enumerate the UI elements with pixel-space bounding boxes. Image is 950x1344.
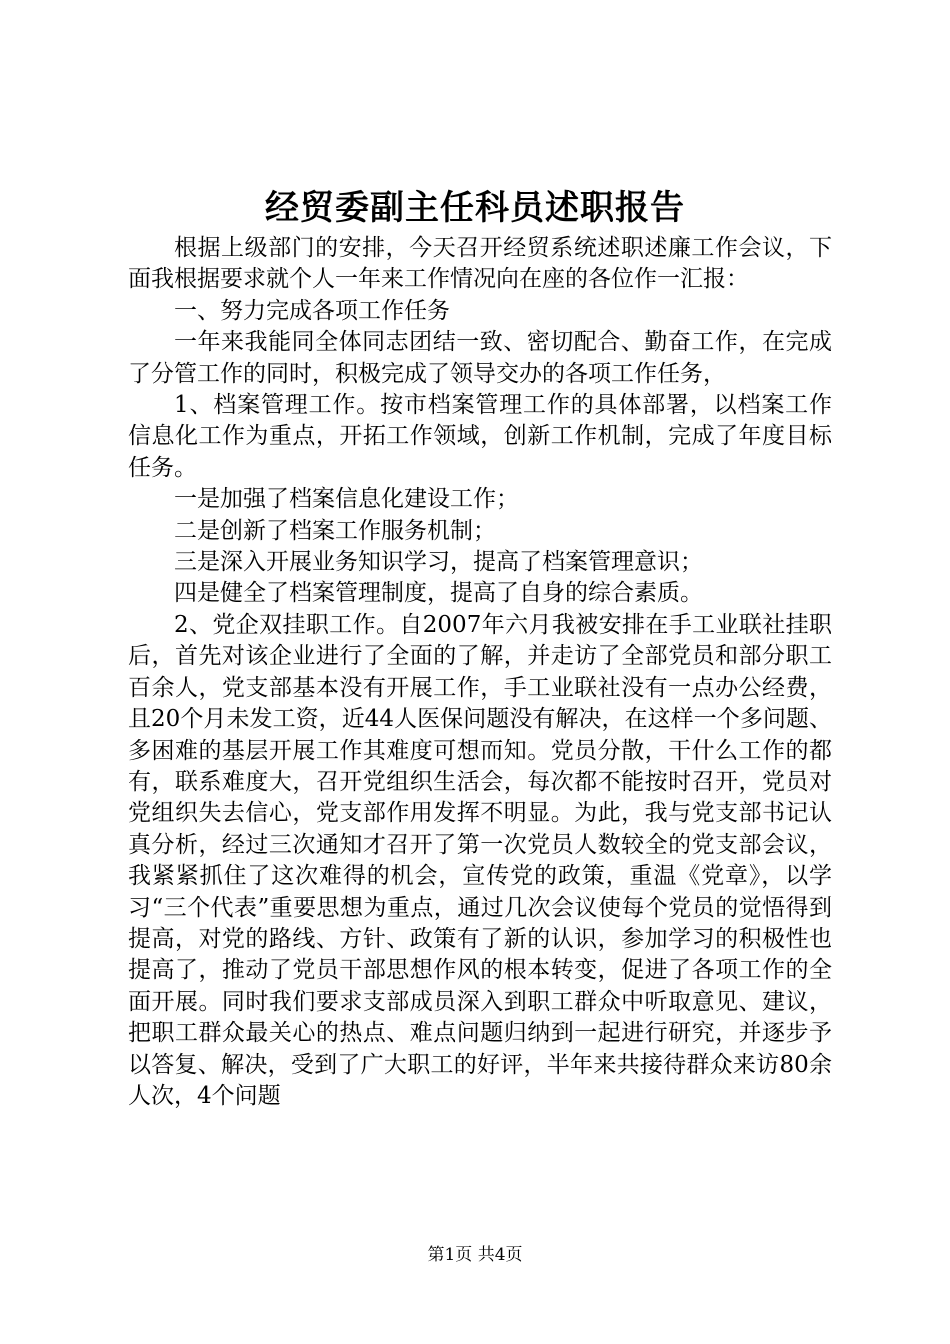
list-item-1: 一是加强了档案信息化建设工作； (174, 486, 519, 513)
section-heading-1: 一、努力完成各项工作任务 (174, 297, 450, 324)
list-item-4: 四是健全了档案管理制度，提高了自身的综合素质。 (174, 580, 703, 607)
paragraph-party-work: 2、党企双挂职工作。自2007年六月我被安排在手工业联社挂职后，首先对该企业进行了全面的了解，并走访了全部党员和部分职工百余人，党支部基本没有开展工作，手工业联社没有一点办公经费，且20个月未发工资，近44人医保问题没有解决，在这样一个多问题、多困难的基层开展工作其难度可想而知。党员分散，干什么工作的都有，联系难度大，召开党组织生活会，每次都不能按时召开，党员对党组织失去信心，党支部作用发挥不明显。为此，我与党支部书记认真分析，经过三次通知才召开了第一次党员人数较全的党支部会议，我紧紧抓住了这次难得的机会，宣传党的政策，重温《党章》，以学习“三个代表”重要思想为重点，通过几次会议使每个党员的觉悟得到提高，对党的路线、方针、政策有了新的认识，参加学习的积极性也提高了，推动了党员干部思想作风的根本转变，促进了各项工作的全面开展。同时我们要求支部成员深入到职工群众中听取意见、建议，把职工群众最关心的热点、难点问题归纳到一起进行研究，并逐步予以答复、解决，受到了广大职工的好评，半年来共接待群众来访80余人次，4个问题 (128, 611, 832, 1109)
paragraph-summary: 一年来我能同全体同志团结一致、密切配合、勤奋工作，在完成了分管工作的同时，积极完成了领导交办的各项工作任务， (128, 329, 832, 387)
list-item-3: 三是深入开展业务知识学习，提高了档案管理意识； (174, 549, 703, 576)
document-body (128, 233, 832, 1112)
list-item-2: 二是创新了档案工作服务机制； (174, 517, 496, 544)
page-footer: 第1页 共4页 (427, 1245, 523, 1265)
paragraph-archive-work: 1、档案管理工作。按市档案管理工作的具体部署，以档案工作信息化工作为重点，开拓工作领域，创新工作机制，完成了年度目标任务。 (128, 392, 832, 481)
paragraph-intro: 根据上级部门的安排，今天召开经贸系统述职述廉工作会议，下面我根据要求就个人一年来工作情况向在座的各位作一汇报： (128, 235, 832, 293)
document-title: 经贸委副主任科员述职报告 (265, 188, 685, 228)
